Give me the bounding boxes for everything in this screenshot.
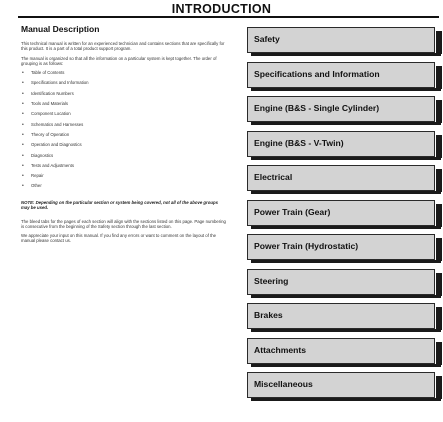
tab-engine-single-cylinder[interactable] xyxy=(247,96,435,122)
list-item: • Identification Numbers xyxy=(21,91,226,101)
organization-paragraph: The manual is organized so that all the information on a particular system is kept together. The order of grouping is as follows: xyxy=(21,55,217,66)
tab-label: Brakes xyxy=(254,310,283,320)
list-item: • Tools and Materials xyxy=(21,101,226,111)
tab-label: Engine (B&S - V-Twin) xyxy=(254,137,344,148)
list-item: • Schematics and Harnesses xyxy=(21,122,226,132)
tab-safety[interactable] xyxy=(247,27,435,53)
tab-miscellaneous[interactable] xyxy=(247,372,435,398)
header-divider xyxy=(18,16,439,18)
page-header xyxy=(0,0,443,20)
list-item: • Other xyxy=(21,183,226,193)
list-item: • Table of Contents xyxy=(21,70,226,80)
tab-label: Steering xyxy=(254,275,289,286)
feedback-paragraph: We appreciate your input on this manual. If you find any errors or want to comment on the layout of the manual please contact us. xyxy=(21,233,217,244)
tab-label: Attachments xyxy=(254,344,307,355)
tab-label: Engine (B&S - Single Cylinder) xyxy=(254,103,380,113)
list-item: • Component Location xyxy=(21,111,226,121)
list-item: • Repair xyxy=(21,173,226,183)
tab-specifications[interactable] xyxy=(247,62,435,88)
list-item: • Theory of Operation xyxy=(21,132,226,142)
list-item: • Tests and Adjustments xyxy=(21,163,226,173)
tab-steering[interactable] xyxy=(247,269,435,295)
section-tabs xyxy=(247,27,443,407)
section-heading: Manual Description xyxy=(21,24,100,34)
tab-engine-v-twin[interactable] xyxy=(247,131,435,157)
tab-brakes[interactable] xyxy=(247,303,435,329)
note-text: Depending on the particular section or system being covered, not all of the above groups may be used. xyxy=(21,199,218,211)
intro-paragraph: This technical manual is written for an experienced technician and contains sections that are specifically for this product. It is a part of a total product support program. xyxy=(21,41,225,52)
page-title: INTRODUCTION xyxy=(171,2,272,16)
list-item: • Diagnostics xyxy=(21,153,226,163)
note-label: NOTE: xyxy=(21,199,35,205)
tab-power-train-hydrostatic[interactable] xyxy=(247,234,435,260)
tab-power-train-gear[interactable] xyxy=(247,200,435,226)
bleed-tabs-paragraph: The bleed tabs for the pages of each section will align with the sections listed on this page. Page numbering is consecutive from the beginning of the Safety section through the last section. xyxy=(21,218,226,229)
list-item: • Specifications and Information xyxy=(21,80,226,90)
tab-label: Specifications and Information xyxy=(254,68,380,79)
tab-label: Safety xyxy=(254,34,280,44)
tab-attachments[interactable] xyxy=(247,338,435,364)
tab-electrical[interactable] xyxy=(247,165,435,191)
tab-label: Power Train (Gear) xyxy=(254,206,331,217)
grouping-list xyxy=(21,70,226,194)
manual-description-column xyxy=(21,24,226,248)
list-item: • Operation and Diagnostics xyxy=(21,142,226,152)
tab-label: Electrical xyxy=(254,172,293,182)
tab-label: Power Train (Hydrostatic) xyxy=(254,241,359,251)
tab-label: Miscellaneous xyxy=(254,379,313,389)
note-paragraph xyxy=(21,200,226,211)
